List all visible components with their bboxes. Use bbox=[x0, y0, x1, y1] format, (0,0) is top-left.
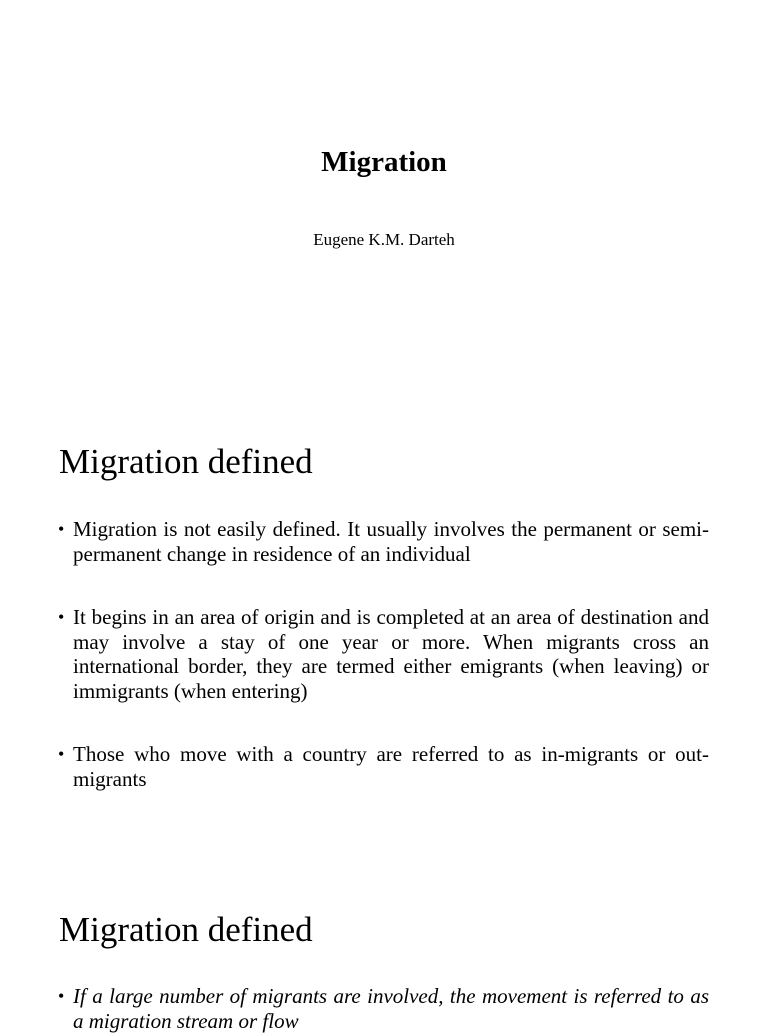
bullet-icon: • bbox=[58, 607, 65, 627]
title-slide bbox=[0, 0, 768, 420]
bullet-text: It begins in an area of origin and is completed at an area of destination and may involve a stay of one year or more. When migrants cross an international border, they are termed either emigrants (when leaving) or immigrants (when entering) bbox=[73, 605, 709, 703]
bullet-text: Migration is not easily defined. It usually involves the permanent or semi-permanent change in residence of an individual bbox=[73, 517, 709, 566]
bullet-icon: • bbox=[58, 744, 65, 764]
author-name: Eugene K.M. Darteh bbox=[313, 230, 455, 249]
bullet-item bbox=[58, 742, 709, 791]
bullet-icon: • bbox=[58, 519, 65, 539]
bullet-icon: • bbox=[58, 986, 65, 1006]
section-heading: Migration defined bbox=[59, 442, 313, 481]
page-title: Migration bbox=[321, 146, 447, 178]
bullet-text: If a large number of migrants are involved, the movement is referred to as a migration stream or flow bbox=[73, 984, 709, 1033]
section-heading: Migration defined bbox=[59, 910, 313, 949]
bullet-item bbox=[58, 517, 709, 566]
bullet-text: Those who move with a country are referred to as in-migrants or out-migrants bbox=[73, 742, 709, 791]
bullet-item bbox=[58, 984, 709, 1033]
bullet-item bbox=[58, 605, 709, 703]
